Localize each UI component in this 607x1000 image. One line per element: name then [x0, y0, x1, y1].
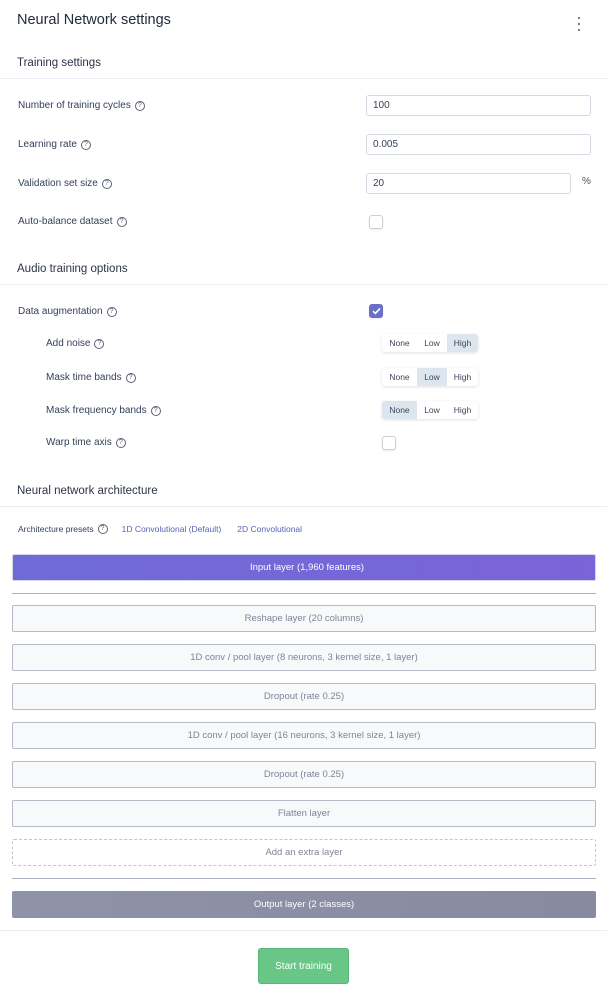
checkmark-icon: [372, 307, 381, 315]
preset-2d-conv-link[interactable]: 2D Convolutional: [237, 524, 303, 534]
mask-freq-option-low[interactable]: Low: [424, 405, 440, 415]
percent-unit: %: [582, 176, 591, 187]
data-augmentation-label: Data augmentation ?: [18, 306, 117, 317]
page-title: Neural Network settings: [17, 12, 171, 28]
add-noise-option-low[interactable]: Low: [424, 338, 440, 348]
mask-time-option-low[interactable]: Low: [417, 368, 447, 386]
help-icon[interactable]: ?: [94, 339, 104, 349]
help-icon[interactable]: ?: [102, 179, 112, 189]
presets-label: Architecture presets: [18, 524, 94, 534]
architecture-heading: Neural network architecture: [17, 485, 158, 497]
data-augmentation-checkbox[interactable]: [369, 304, 383, 318]
mask-time-bands-selector[interactable]: [382, 368, 478, 386]
learning-rate-input[interactable]: [366, 134, 591, 155]
mask-frequency-bands-selector[interactable]: [382, 401, 478, 419]
audio-options-heading: Audio training options: [17, 263, 128, 275]
mask-freq-option-high[interactable]: High: [453, 405, 472, 415]
more-options-icon[interactable]: [574, 17, 584, 31]
training-cycles-input[interactable]: [366, 95, 591, 116]
architecture-presets: [18, 524, 302, 534]
auto-balance-checkbox[interactable]: [369, 215, 383, 229]
add-noise-option-none[interactable]: None: [389, 338, 410, 348]
divider: [0, 284, 607, 285]
validation-size-label: Validation set size ?: [18, 178, 112, 189]
layer-reshape[interactable]: Reshape layer (20 columns): [12, 605, 596, 632]
preset-1d-conv-link[interactable]: 1D Convolutional (Default): [121, 524, 222, 534]
help-icon[interactable]: ?: [126, 373, 136, 383]
help-icon[interactable]: ?: [151, 406, 161, 416]
help-icon[interactable]: ?: [135, 101, 145, 111]
training-cycles-label: Number of training cycles ?: [18, 100, 145, 111]
divider: [12, 878, 596, 879]
divider: [0, 506, 607, 507]
divider: [12, 593, 596, 594]
training-settings-heading: Training settings: [17, 57, 101, 69]
add-noise-option-high[interactable]: High: [447, 334, 478, 352]
help-icon[interactable]: ?: [81, 140, 91, 150]
add-noise-label: Add noise ?: [46, 338, 104, 349]
mask-time-option-none[interactable]: None: [389, 372, 410, 382]
mask-time-bands-label: Mask time bands ?: [46, 372, 136, 383]
layer-flatten[interactable]: Flatten layer: [12, 800, 596, 827]
help-icon[interactable]: ?: [98, 524, 108, 534]
mask-time-option-high[interactable]: High: [453, 372, 472, 382]
mask-frequency-bands-label: Mask frequency bands ?: [46, 405, 161, 416]
layer-dropout-2[interactable]: Dropout (rate 0.25): [12, 761, 596, 788]
divider: [0, 930, 607, 931]
output-layer: Output layer (2 classes): [12, 891, 596, 918]
mask-freq-option-none[interactable]: None: [382, 401, 417, 419]
warp-time-axis-checkbox[interactable]: [382, 436, 396, 450]
add-noise-selector[interactable]: [382, 334, 478, 352]
warp-time-axis-label: Warp time axis ?: [46, 437, 126, 448]
add-extra-layer-button[interactable]: Add an extra layer: [12, 839, 596, 866]
help-icon[interactable]: ?: [117, 217, 127, 227]
auto-balance-label: Auto-balance dataset ?: [18, 216, 127, 227]
help-icon[interactable]: ?: [107, 307, 117, 317]
input-layer: Input layer (1,960 features): [12, 554, 596, 581]
validation-size-input[interactable]: [366, 173, 571, 194]
help-icon[interactable]: ?: [116, 438, 126, 448]
divider: [0, 78, 607, 79]
layer-dropout-1[interactable]: Dropout (rate 0.25): [12, 683, 596, 710]
start-training-button[interactable]: Start training: [258, 948, 349, 984]
layer-conv1d-1[interactable]: 1D conv / pool layer (8 neurons, 3 kernel size, 1 layer): [12, 644, 596, 671]
layer-conv1d-2[interactable]: 1D conv / pool layer (16 neurons, 3 kernel size, 1 layer): [12, 722, 596, 749]
learning-rate-label: Learning rate ?: [18, 139, 91, 150]
